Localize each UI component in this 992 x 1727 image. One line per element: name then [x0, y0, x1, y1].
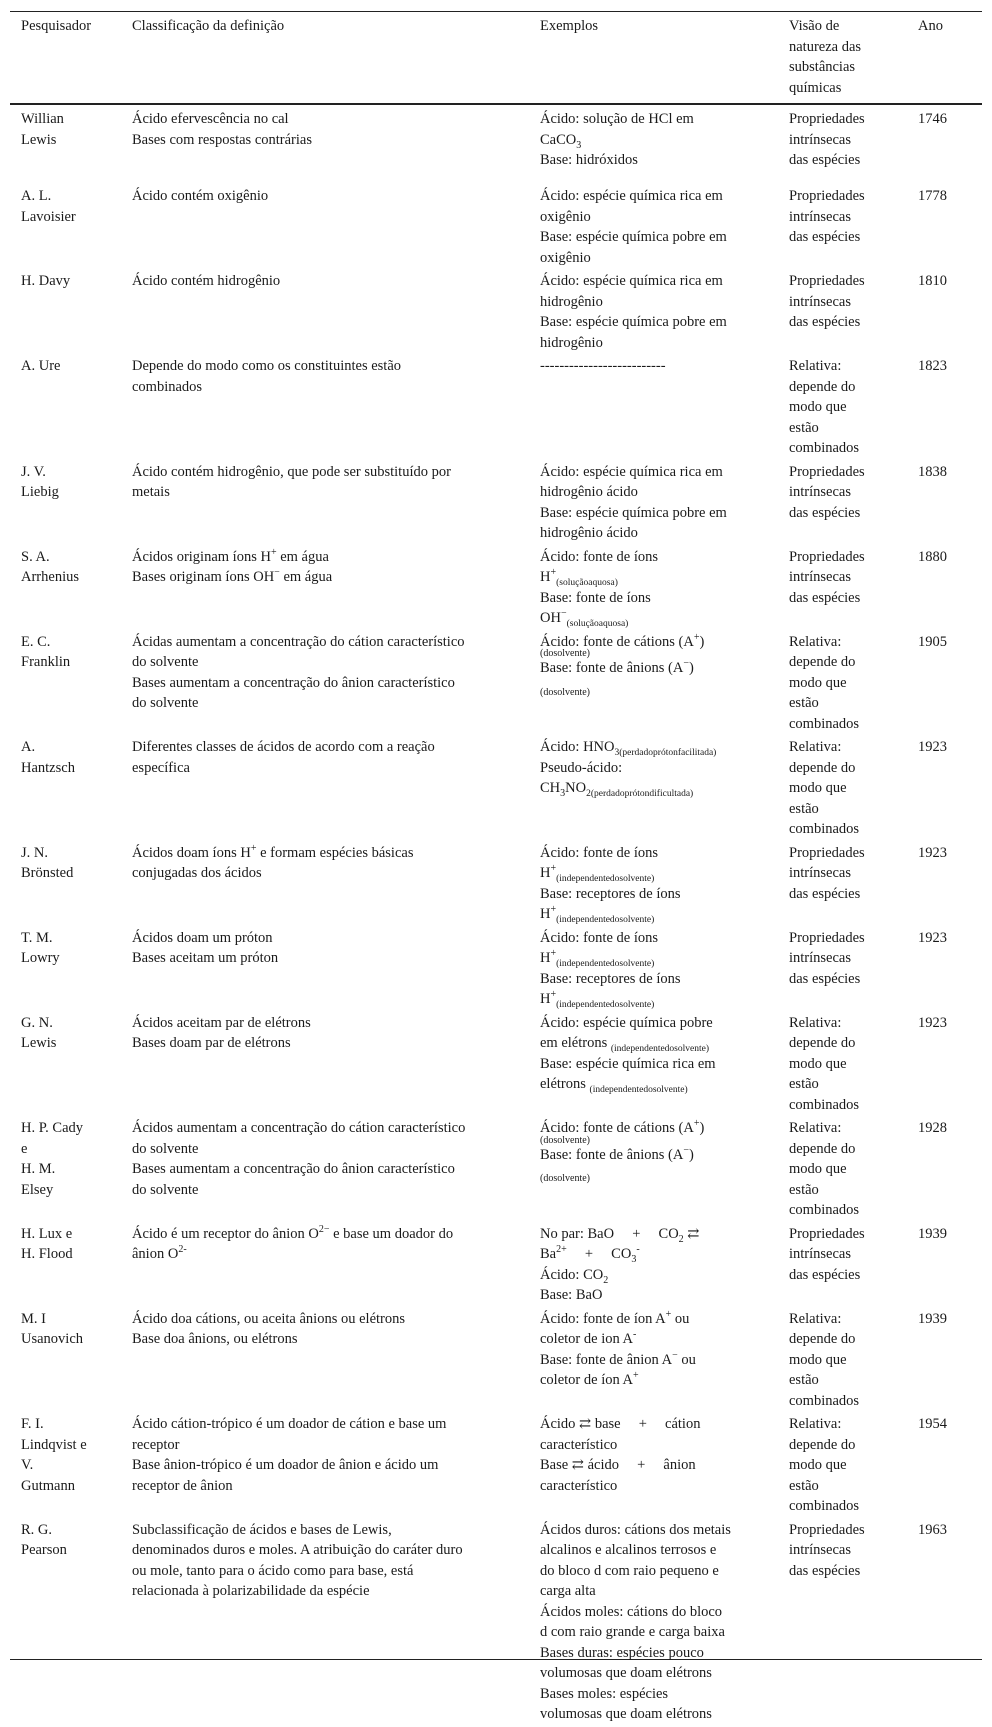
- nature-cell: Relativa: depende do modo que estão combinados: [789, 739, 860, 837]
- researcher-cell: M. I Usanovich: [21, 1310, 84, 1347]
- table-row: [10, 1010, 982, 1116]
- nature-cell: Propriedades intrínsecas das espécies: [789, 463, 865, 521]
- nature-cell: Relativa: depende do modo que estão combinados: [789, 1310, 860, 1409]
- year-cell: 1923: [918, 929, 947, 946]
- nature-cell: Propriedades intrínsecas das espécies: [789, 188, 865, 245]
- classification-cell: Ácido efervescência no cal Bases com respostas contrárias: [132, 111, 312, 148]
- examples-cell: Ácido: fonte de cátions (A+) (dosolvente) Base: fonte de ânions (A−) (dosolvente): [540, 631, 705, 698]
- researcher-cell: G. N. Lewis: [21, 1014, 57, 1051]
- classification-cell: Ácidos doam íons H+ e formam espécies básicas conjugadas dos ácidos: [132, 842, 414, 881]
- classification-cell: Ácido contém hidrogênio: [132, 273, 281, 289]
- researcher-cell: E. C. Franklin: [21, 633, 71, 670]
- table-row: [10, 925, 982, 1010]
- examples-cell: Ácido: fonte de íons $H^+_{(independentedosolvente)}$ Base: receptores de íons $H^+_{(independentedosolvente)}$: [540, 929, 681, 1010]
- researcher-cell: T. M. Lowry: [21, 929, 60, 966]
- classification-cell: Ácidos doam um próton Bases aceitam um próton: [132, 929, 279, 966]
- researcher-cell: J. N. Brönsted: [21, 844, 74, 881]
- table-row: [10, 459, 982, 544]
- researcher-cell: H. P. Cady e H. M. Elsey: [21, 1120, 84, 1198]
- nature-cell: Relativa: depende do modo que estão combinados: [789, 633, 860, 732]
- classification-cell: Depende do modo como os constituintes estão combinados: [132, 358, 402, 395]
- nature-cell: Propriedades intrínsecas das espécies: [789, 548, 865, 606]
- examples-cell: Ácidos duros: cátions dos metais alcalinos e alcalinos terrosos e do bloco d com raio pequeno e carga alta Ácidos moles: cátions do bloco d com raio grande e carga baixa Bases duras: espécies pouco volumosas que doam elétrons Bases moles: espécies volumosas que doam elétrons: [540, 1521, 731, 1722]
- year-cell: 1928: [918, 1120, 947, 1136]
- header-researcher: Pesquisador: [21, 18, 92, 34]
- table-row: [10, 353, 982, 459]
- nature-cell: Propriedades intrínsecas das espécies: [789, 1225, 865, 1283]
- year-cell: 1838: [918, 463, 947, 480]
- classification-cell: Ácidos aumentam a concentração do cátion característico do solvente Bases aumentam a concentração do ânion característico do solvente: [132, 1120, 466, 1198]
- nature-cell: Relativa: depende do modo que estão combinados: [789, 1014, 860, 1113]
- year-cell: 1939: [918, 1225, 947, 1242]
- classification-cell: Ácidos originam íons H+ em água Bases originam íons OH− em água: [132, 546, 333, 585]
- researcher-cell: A. Hantzsch: [21, 739, 75, 776]
- header-classification: Classificação da definição: [132, 18, 285, 34]
- examples-cell: Ácido: $HNO_{3(perdadoprótonfacilitada)}$ Pseudo-ácido: $CH_3NO_{2(perdadoprótondificultada)}$: [540, 739, 717, 799]
- table-row: [10, 734, 982, 840]
- examples-cell: Ácido: espécie química rica em oxigênio Base: espécie química pobre em oxigênio: [540, 188, 727, 266]
- table-row: [10, 1221, 982, 1306]
- researcher-cell: R. G. Pearson: [21, 1521, 67, 1558]
- examples-cell: Ácido: solução de HCl em CaCO$_3$ Base: hidróxidos: [540, 111, 694, 168]
- examples-cell: Ácido: espécie química rica em hidrogênio ácido Base: espécie química pobre em hidrogênio ácido: [540, 463, 727, 541]
- header-nature: Visão de natureza das substâncias químicas: [789, 18, 862, 96]
- table-row: [10, 1115, 982, 1221]
- acid-base-definitions-table: [10, 13, 982, 1727]
- year-cell: 1939: [918, 1310, 947, 1327]
- examples-cell: Ácido: espécie química pobre em elétrons $_{(independentedosolvente)}$ Base: espécie química rica em elétrons $_{(independentedosolvente)}$: [540, 1014, 716, 1095]
- examples-cell: Ácido: fonte de cátions (A+) (dosolvente) Base: fonte de ânions (A−) (dosolvente): [540, 1118, 705, 1184]
- nature-cell: Relativa: depende do modo que estão combinados: [789, 358, 860, 456]
- year-cell: 1923: [918, 1014, 947, 1031]
- classification-cell: Ácidas aumentam a concentração do cátion característico do solvente Bases aumentam a concentração do ânion característico do solvente: [132, 633, 465, 711]
- examples-cell: Ácido ⇄ base + cátion característico Base ⇄ ácido + ânion característico: [540, 1416, 701, 1494]
- year-cell: 1923: [918, 844, 947, 861]
- classification-cell: Ácido cátion-trópico é um doador de cátion e base um receptor Base ânion-trópico é um doador de ânion e ácido um receptor de ânion: [132, 1416, 447, 1494]
- year-cell: 1963: [918, 1521, 947, 1538]
- examples-cell: Ácido: espécie química rica em hidrogênio Base: espécie química pobre em hidrogênio: [540, 273, 727, 351]
- classification-cell: Ácido doa cátions, ou aceita ânions ou elétrons Base doa ânions, ou elétrons: [132, 1310, 406, 1347]
- nature-cell: Relativa: depende do modo que estão combinados: [789, 1416, 860, 1514]
- examples-cell: No par: BaO + $CO_2$ ⇄ $Ba^{2+}$ + $CO_3^-$ Ácido: $CO_2$ Base: BaO: [540, 1225, 700, 1303]
- researcher-cell: J. V. Liebig: [21, 463, 59, 500]
- examples-cell: --------------------------: [540, 358, 666, 374]
- year-cell: 1880: [918, 548, 947, 565]
- examples-cell: Ácido: fonte de íons $H^+_{(independentedosolvente)}$ Base: receptores de íons $H^+_{(independentedosolvente)}$: [540, 844, 681, 925]
- classification-cell: Ácido contém oxigênio: [132, 188, 269, 204]
- table-row: [10, 106, 982, 183]
- year-cell: 1810: [918, 273, 947, 289]
- year-cell: 1954: [918, 1416, 947, 1432]
- table-row: [10, 629, 982, 735]
- nature-cell: Propriedades intrínsecas das espécies: [789, 929, 865, 987]
- nature-cell: Propriedades intrínsecas das espécies: [789, 273, 865, 330]
- nature-cell: Relativa: depende do modo que estão combinados: [789, 1120, 860, 1218]
- classification-cell: Ácidos aceitam par de elétrons Bases doam par de elétrons: [132, 1014, 311, 1051]
- table-row: [10, 183, 982, 268]
- examples-cell: Ácido: fonte de íons $H^+_{(soluçãoaquosa)}$ Base: fonte de íons $OH^-_{(soluçãoaquosa)}$: [540, 548, 658, 629]
- nature-cell: Propriedades intrínsecas das espécies: [789, 1521, 865, 1579]
- header-row: [10, 13, 982, 106]
- table-row: [10, 544, 982, 629]
- researcher-cell: F. I. Lindqvist e V. Gutmann: [21, 1416, 87, 1494]
- classification-cell: Diferentes classes de ácidos de acordo com a reação específica: [132, 739, 435, 776]
- researcher-cell: S. A. Arrhenius: [21, 548, 79, 585]
- table-row: [10, 1517, 982, 1727]
- researcher-cell: Willian Lewis: [21, 111, 64, 148]
- researcher-cell: H. Davy: [21, 273, 71, 289]
- header-examples: Exemplos: [540, 18, 598, 34]
- classification-cell: Ácido é um receptor do ânion $O^{2-}$ e base um doador do ânion $O^{2-}$: [132, 1223, 454, 1262]
- table-row: [10, 840, 982, 925]
- year-cell: 1923: [918, 739, 947, 755]
- year-cell: 1823: [918, 358, 947, 374]
- nature-cell: Propriedades intrínsecas das espécies: [789, 111, 865, 168]
- researcher-cell: A. Ure: [21, 358, 61, 374]
- classification-cell: Subclassificação de ácidos e bases de Lewis, denominados duros e moles. A atribuição do caráter duro ou mole, tanto para o ácido como para base, está relacionada à polarizabilidade da espécie: [132, 1521, 463, 1599]
- researcher-cell: A. L. Lavoisier: [21, 188, 76, 225]
- table-row: [10, 1306, 982, 1412]
- nature-cell: Propriedades intrínsecas das espécies: [789, 844, 865, 902]
- header-year: Ano: [918, 18, 943, 34]
- year-cell: 1905: [918, 633, 947, 650]
- year-cell: 1746: [918, 111, 947, 127]
- table-row: [10, 268, 982, 353]
- examples-cell: Ácido: fonte de íon A+ ou coletor de ion A- Base: fonte de ânion A− ou coletor de íon A+: [540, 1308, 696, 1388]
- table-row: [10, 1411, 982, 1517]
- researcher-cell: H. Lux e H. Flood: [21, 1225, 73, 1262]
- year-cell: 1778: [918, 188, 947, 204]
- top-rule: [10, 11, 982, 12]
- classification-cell: Ácido contém hidrogênio, que pode ser substituído por metais: [132, 463, 451, 500]
